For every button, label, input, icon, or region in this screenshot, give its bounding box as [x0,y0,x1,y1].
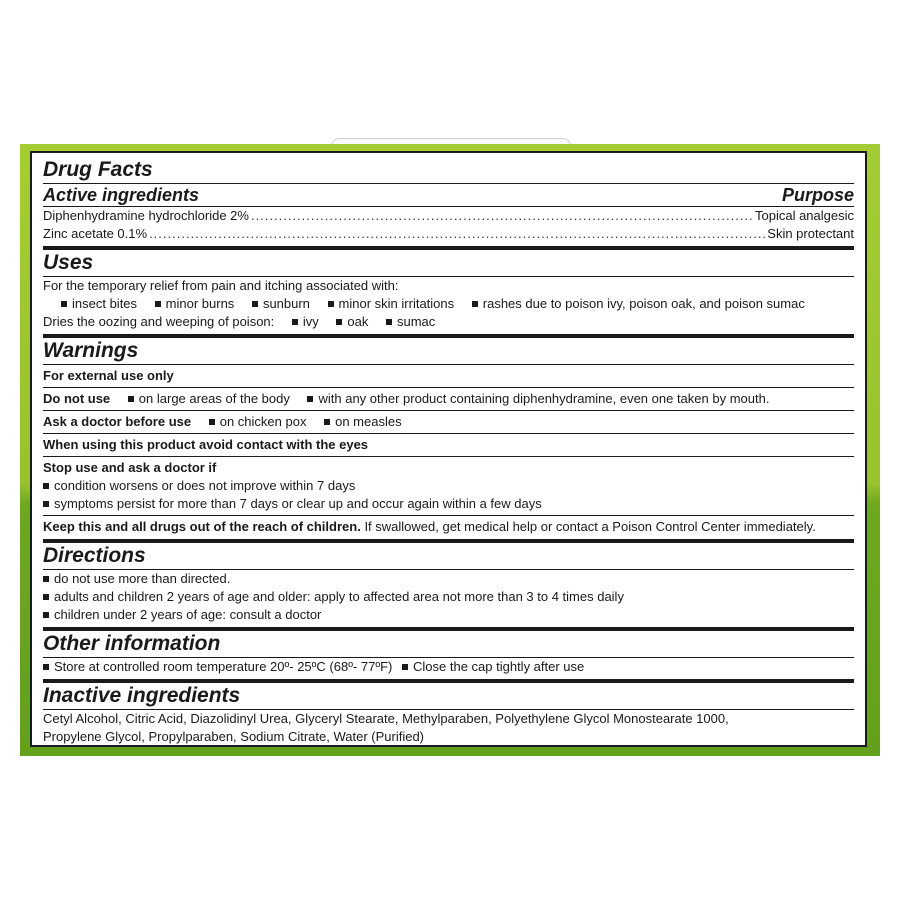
ingredient-purpose: Skin protectant [767,226,854,241]
stop-use-label: Stop use and ask a doctor if [43,460,217,475]
warnings-heading: Warnings [43,338,854,365]
inactive-ingredients-section [43,683,854,749]
list-item-row [43,570,854,588]
dot-leader [149,225,765,243]
list-item: Store at controlled room temperature 20º- 25ºC (68º- 77ºF) [54,659,393,674]
do-not-use-label: Do not use [43,391,111,406]
bullet-icon [292,319,298,325]
bullet-icon [43,594,49,600]
other-information-section [43,631,854,683]
list-item-row [43,495,854,513]
active-ingredients-heading: Active ingredients [43,185,200,205]
active-row [43,225,854,243]
list-item: condition worsens or does not improve within 7 days [54,478,356,493]
list-item-row [43,477,854,495]
bullet-icon [43,501,49,507]
bullet-icon [155,301,161,307]
list-item: symptoms persist for more than 7 days or clear up and occur again within a few days [54,496,542,511]
inactive-line-2: Propylene Glycol, Propylparaben, Sodium Citrate, Water (Purified) [43,729,425,744]
other-information-heading: Other information [43,631,854,658]
list-item: insect bites [72,296,138,311]
list-item: sunburn [262,296,310,311]
bullet-icon [61,301,67,307]
directions-section [43,543,854,631]
inactive-ingredients-heading: Inactive ingredients [43,683,854,710]
list-item-row [43,588,854,606]
list-item: do not use more than directed. [54,571,231,586]
bullet-icon [209,419,215,425]
list-item: Close the cap tightly after use [413,659,585,674]
bullet-icon [324,419,330,425]
when-using: When using this product avoid contact with the eyes [43,434,854,457]
uses-intro: For the temporary relief from pain and itching associated with: [43,278,399,293]
keep-bold: Keep this and all drugs out of the reach of children. [43,519,361,534]
directions-heading: Directions [43,543,854,570]
active-row [43,206,854,225]
dries-line [43,313,854,331]
keep-out-of-reach [43,516,854,536]
list-item: rashes due to poison ivy, poison oak, and poison sumac [482,296,805,311]
stop-use-block [43,457,854,516]
bullet-icon [307,396,313,402]
list-item: oak [347,314,369,329]
list-item: sumac [397,314,436,329]
active-header-row [43,184,854,206]
bullet-icon [43,576,49,582]
other-info-row [43,658,854,676]
uses-heading: Uses [43,250,854,277]
list-item: on large areas of the body [138,391,290,406]
list-item: on chicken pox [219,414,307,429]
dot-leader [251,207,753,225]
list-item: minor burns [165,296,235,311]
warnings-section [43,338,854,543]
inactive-line-1: Cetyl Alcohol, Citric Acid, Diazolidinyl Urea, Glyceryl Stearate, Methylparaben, Polyethylene Glycol Monostearate 1000, [43,711,729,726]
drug-facts-panel [30,151,867,747]
dries-text: Dries the oozing and weeping of poison: [43,314,275,329]
bullet-icon [252,301,258,307]
active-ingredients-section [43,157,854,250]
bullet-icon [328,301,334,307]
list-item: minor skin irritations [338,296,455,311]
bullet-icon [402,664,408,670]
ask-doctor-row [43,411,854,434]
bullet-icon [472,301,478,307]
list-item: on measles [335,414,402,429]
ask-doctor-label: Ask a doctor before use [43,414,192,429]
keep-rest: If swallowed, get medical help or contact a Poison Control Center immediately. [360,519,816,534]
ingredient-name: Diphenhydramine hydrochloride 2% [43,208,249,223]
uses-section [43,250,854,338]
uses-list [43,295,854,313]
external-use: For external use only [43,365,854,388]
list-item: children under 2 years of age: consult a doctor [54,607,322,622]
bullet-icon [386,319,392,325]
bullet-icon [128,396,134,402]
ingredient-name: Zinc acetate 0.1% [43,226,148,241]
bullet-icon [43,483,49,489]
bullet-icon [336,319,342,325]
drug-facts-title: Drug Facts [43,157,854,184]
bullet-icon [43,612,49,618]
list-item: with any other product containing diphenhydramine, even one taken by mouth. [318,391,770,406]
do-not-use-row [43,388,854,411]
list-item: ivy [302,314,319,329]
list-item: adults and children 2 years of age and older: apply to affected area not more than 3 to 4 times daily [54,589,624,604]
list-item-row [43,606,854,624]
purpose-heading: Purpose [781,185,854,205]
bullet-icon [43,664,49,670]
ingredient-purpose: Topical analgesic [754,208,854,223]
